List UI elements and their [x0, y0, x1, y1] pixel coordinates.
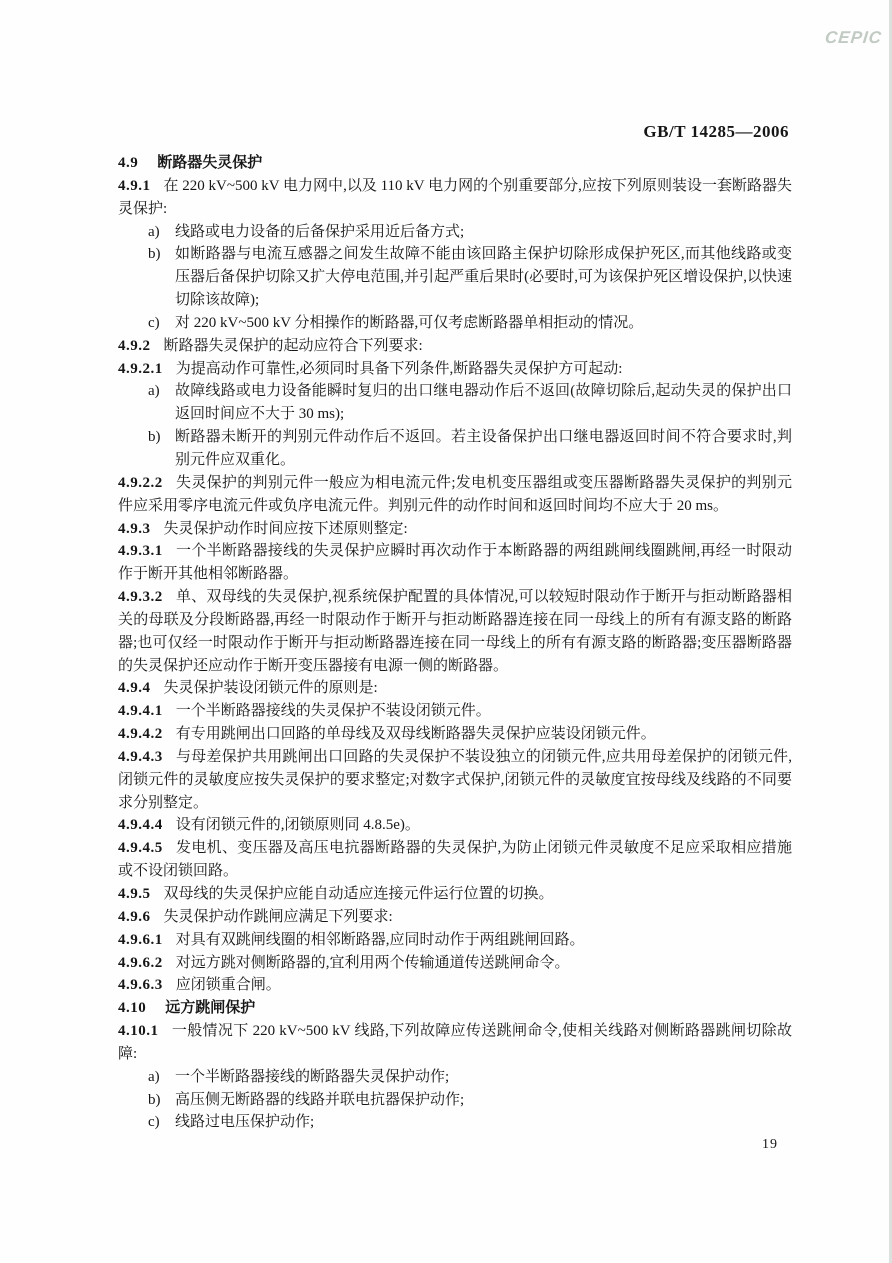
clause-text: 断路器失灵保护的起动应符合下列要求:	[163, 337, 423, 354]
clause-4-9-4	[118, 677, 792, 700]
list-item-a	[118, 221, 792, 244]
list-item-label: c)	[148, 1114, 160, 1131]
clause-number: 4.9.6.1	[118, 931, 163, 948]
clause-text: 一个半断路器接线的失灵保护应瞬时再次动作于本断路器的两组跳闸线圈跳闸,再经一时限动作于断开其他相邻断路器。	[118, 543, 792, 583]
clause-4-9-3	[118, 518, 792, 541]
list-item-text: 线路或电力设备的后备保护采用近后备方式;	[175, 223, 465, 240]
clause-text: 在 220 kV~500 kV 电力网中,以及 110 kV 电力网的个别重要部分,应按下列原则装设一套断路器失灵保护:	[118, 177, 792, 217]
clause-number: 4.9.3	[118, 520, 151, 537]
list-item-text: 高压侧无断路器的线路并联电抗器保护动作;	[175, 1091, 465, 1108]
clause-text: 对具有双跳闸线圈的相邻断路器,应同时动作于两组跳闸回路。	[175, 931, 585, 948]
clause-4-9-4-2	[118, 723, 792, 746]
list-item-text: 如断路器与电流互感器之间发生故障不能由该回路主保护切除形成保护死区,而其他线路或变压器后备保护切除又扩大停电范围,并引起严重后果时(必要时,可为该保护死区增设保护,以快速切除该故障);	[175, 246, 792, 309]
list-item-b	[118, 426, 792, 472]
list-item-text: 断路器未断开的判别元件动作后不返回。若主设备保护出口继电器返回时间不符合要求时,判别元件应双重化。	[175, 429, 792, 468]
clause-number: 4.9.6	[118, 908, 151, 925]
clause-number: 4.9.4.3	[118, 748, 163, 765]
document-body	[118, 152, 792, 1134]
standard-code: GB/T 14285—2006	[643, 122, 789, 141]
section-heading-4-10	[118, 997, 792, 1020]
clause-4-9-6-3	[118, 974, 792, 997]
clause-text: 应闭锁重合闸。	[175, 977, 281, 994]
list-item-b	[118, 1089, 792, 1112]
clause-number: 4.9.4.1	[118, 703, 163, 720]
cepic-logo: CEPIC	[824, 28, 884, 47]
clause-number: 4.9.2.2	[118, 474, 163, 491]
clause-4-9-1	[118, 175, 792, 221]
list-item-a	[118, 380, 792, 426]
clause-number: 4.9.2	[118, 337, 151, 354]
list-item-label: a)	[148, 223, 160, 240]
clause-number: 4.9.4.4	[118, 817, 163, 834]
clause-number: 4.9	[118, 155, 139, 171]
clause-4-9-6-2	[118, 952, 792, 975]
clause-number: 4.9.4.5	[118, 840, 163, 857]
clause-number: 4.9.1	[118, 177, 151, 194]
clause-4-9-2-1	[118, 358, 792, 381]
list-item-b	[118, 243, 792, 312]
clause-number: 4.9.6.2	[118, 954, 163, 971]
clause-number: 4.9.6.3	[118, 977, 163, 994]
clause-4-9-6	[118, 906, 792, 929]
list-item-text: 一个半断路器接线的断路器失灵保护动作;	[175, 1068, 450, 1085]
clause-text: 一般情况下 220 kV~500 kV 线路,下列故障应传送跳闸命令,使相关线路对侧断路器跳闸切除故障:	[118, 1023, 792, 1062]
clause-number: 4.9.5	[118, 886, 151, 902]
list-item-label: b)	[148, 429, 161, 446]
clause-4-9-3-2	[118, 586, 792, 677]
clause-text: 发电机、变压器及高压电抗器断路器的失灵保护,为防止闭锁元件灵敏度不足应采取相应措施或不设闭锁回路。	[118, 840, 792, 880]
clause-4-9-3-1	[118, 540, 792, 586]
list-item-label: a)	[148, 383, 160, 400]
clause-number: 4.10.1	[118, 1023, 159, 1040]
clause-text: 双母线的失灵保护应能自动适应连接元件运行位置的切换。	[163, 886, 554, 902]
clause-text: 失灵保护动作时间应按下述原则整定:	[163, 520, 408, 537]
list-item-label: b)	[148, 1091, 161, 1108]
list-item-c	[118, 1111, 792, 1134]
clause-text: 有专用跳闸出口回路的单母线及双母线断路器失灵保护应装设闭锁元件。	[175, 726, 656, 743]
list-item-label: c)	[148, 314, 160, 331]
clause-4-9-4-3	[118, 746, 792, 815]
heading-text: 远方跳闸保护	[165, 1000, 256, 1017]
clause-text: 失灵保护动作跳闸应满足下列要求:	[163, 908, 393, 925]
clause-4-9-4-4	[118, 814, 792, 837]
clause-4-9-4-1	[118, 700, 792, 723]
clause-number: 4.9.4	[118, 680, 151, 697]
list-item-c	[118, 312, 792, 335]
clause-text: 设有闭锁元件的,闭锁原则同 4.8.5e)。	[175, 817, 420, 834]
list-item-text: 线路过电压保护动作;	[175, 1114, 315, 1131]
clause-text: 失灵保护装设闭锁元件的原则是:	[163, 680, 378, 697]
clause-number: 4.9.2.1	[118, 360, 163, 377]
page-number: 19	[762, 1137, 778, 1152]
clause-4-10-1	[118, 1020, 792, 1066]
clause-number: 4.9.4.2	[118, 726, 163, 743]
clause-text: 与母差保护共用跳闸出口回路的失灵保护不装设独立的闭锁元件,应共用母差保护的闭锁元件,闭锁元件的灵敏度应按失灵保护的要求整定;对数字式保护,闭锁元件的灵敏度宜按母线及线路的不同要求分别整定。	[118, 748, 792, 811]
clause-number: 4.9.3.1	[118, 543, 163, 560]
clause-text: 为提高动作可靠性,必须同时具备下列条件,断路器失灵保护方可起动:	[175, 360, 623, 377]
clause-number: 4.9.3.2	[118, 589, 163, 606]
clause-4-9-2-2	[118, 472, 792, 518]
clause-4-9-4-5	[118, 837, 792, 883]
clause-text: 对远方跳对侧断路器的,宜利用两个传输通道传送跳闸命令。	[175, 954, 570, 971]
list-item-a	[118, 1066, 792, 1089]
clause-text: 失灵保护的判别元件一般应为相电流元件;发电机变压器组或变压器断路器失灵保护的判别元件应采用零序电流元件或负序电流元件。判别元件的动作时间和返回时间均不应大于 20 ms。	[118, 474, 792, 514]
list-item-text: 对 220 kV~500 kV 分相操作的断路器,可仅考虑断路器单相拒动的情况。	[175, 314, 644, 331]
clause-number: 4.10	[118, 1000, 147, 1017]
list-item-label: b)	[148, 246, 161, 263]
list-item-label: a)	[148, 1068, 160, 1085]
clause-text: 单、双母线的失灵保护,视系统保护配置的具体情况,可以较短时限动作于断开与拒动断路器相关的母联及分段断路器,再经一时限动作于断开与拒动断路器连接在同一母线上的所有有源支路的断路器;也可仅经一时限动作于断开与拒动断路器连接在同一母线上的所有有源支路的断路器;变压器断路器的失灵保护还应动作于断开变压器接有电源一侧的断路器。	[118, 589, 792, 674]
heading-text: 断路器失灵保护	[157, 155, 263, 171]
clause-4-9-6-1	[118, 929, 792, 952]
section-heading-4-9	[118, 152, 792, 175]
list-item-text: 故障线路或电力设备能瞬时复归的出口继电器动作后不返回(故障切除后,起动失灵的保护出口返回时间应不大于 30 ms);	[175, 383, 792, 423]
clause-4-9-5	[118, 883, 792, 906]
clause-text: 一个半断路器接线的失灵保护不装设闭锁元件。	[175, 703, 491, 720]
clause-4-9-2	[118, 335, 792, 358]
